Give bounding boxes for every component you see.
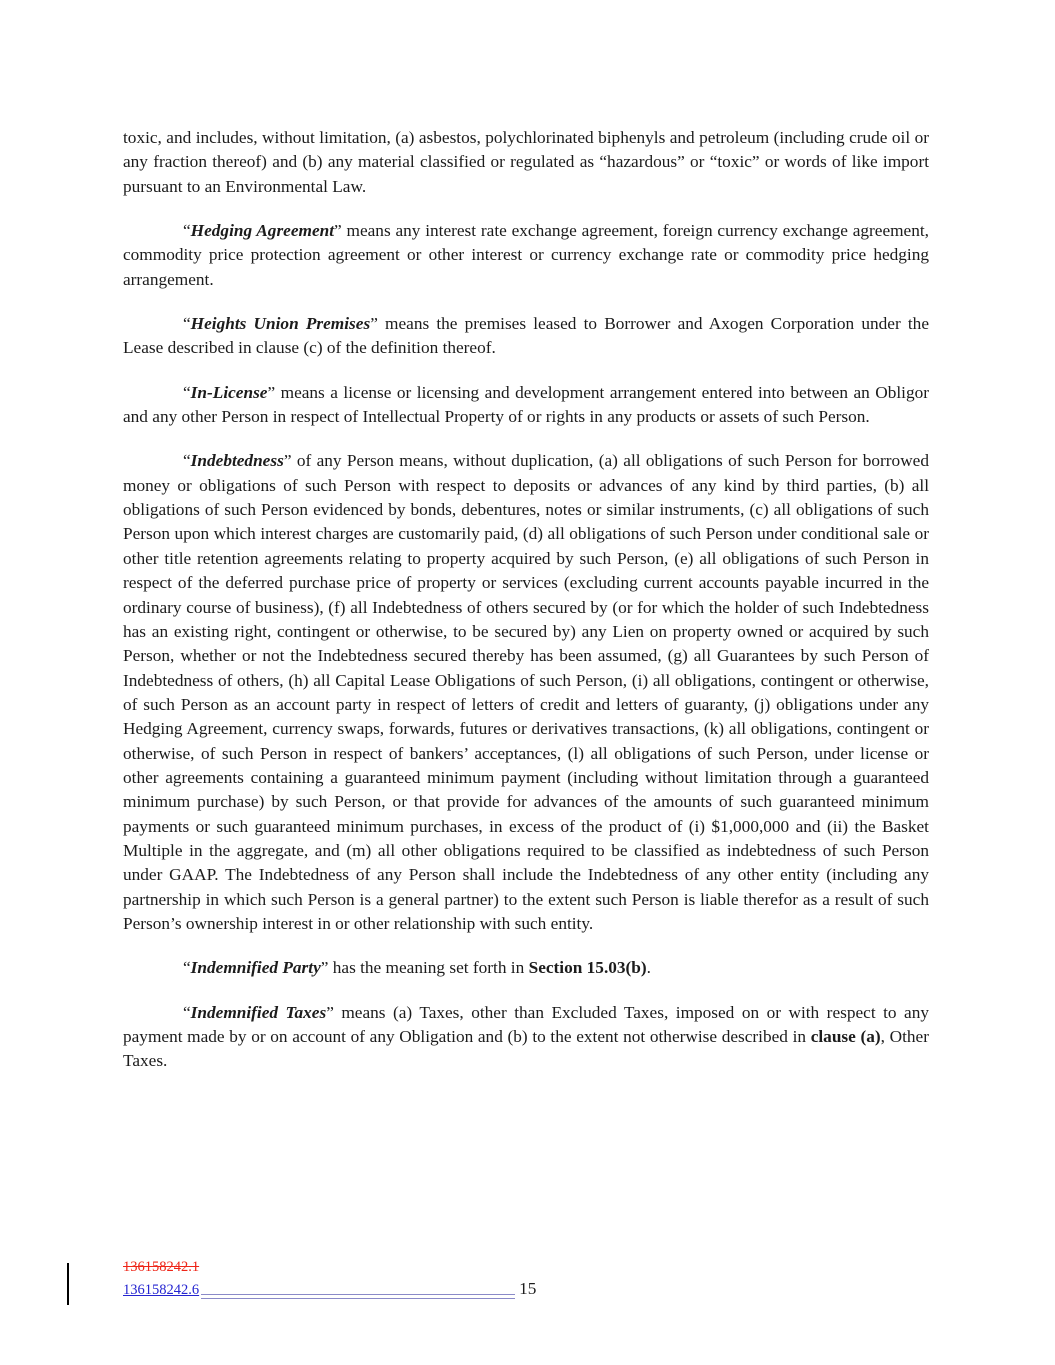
definition-text: ” of any Person means, without duplication, (a) all obligations of such Person for borrowed money or obligations of such Person with respect to deposits or advances of any kind by third parties, (b) all obligations of such Person evidenced by bonds, debentures, notes or similar instruments, (c) all obligations of such Person upon which interest charges are customarily paid, (d) all obligations of such Person under conditional sale or other title retention agreements relating to property acquired by such Person, (e) all obligations of such Person in respect of the deferred purchase price of property or services (excluding current accounts payable incurred in the ordinary course of business), (f) all Indebtedness of others secured by (or for which the holder of such Indebtedness has an existing right, contingent or otherwise, to be secured by) any Lien on property owned or acquired by such Person, whether or not the Indebtedness secured thereby has been assumed, (g) all Guarantees by such Person of Indebtedness of others, (h) all Capital Lease Obligations of such Person, (i) all obligations, contingent or otherwise, of such Person as an account party in respect of letters of credit and letters of guaranty, (j) obligations under any Hedging Agreement, currency swaps, forwards, futures or derivatives transactions, (k) all obligations, contingent or otherwise, of such Person in respect of bankers’ acceptances, (l) all obligations of such Person, under license or other agreements containing a guaranteed minimum payment (including without limitation through a guaranteed minimum purchase) by such Person, or that provide for advances of the amounts of such guaranteed minimum payments or such guaranteed minimum purchases, in excess of the product of (i) $1,000,000 and (ii) the Basket Multiple in the aggregate, and (m) all other obligations required to be classified as indebtedness of such Person under GAAP. The Indebtedness of any Person shall include the Indebtedness of any other entity (including any partnership in which such Person is a general partner) to the extent such Person is liable therefor as a result of such Person’s ownership interest in or other relationship with such entity. [123, 451, 929, 933]
definition-hedging-agreement [123, 219, 929, 292]
definition-text: ” has the meaning set forth in [320, 958, 529, 978]
revision-underline-leader [201, 1294, 515, 1299]
clause-reference: clause (a) [810, 1027, 881, 1046]
open-quote: “ [183, 958, 191, 978]
definition-text-end: . [646, 958, 651, 978]
revision-change-bar [67, 1263, 69, 1305]
open-quote: “ [183, 1002, 191, 1022]
defined-term: Hedging Agreement [190, 221, 335, 241]
definition-text: ” means any interest rate exchange agreement, foreign currency exchange agreement, commodity price protection agreement or other interest or currency exchange rate or commodity price hedging arrangement. [123, 221, 929, 289]
page-footer-row [123, 1279, 929, 1301]
definition-heights-union-premises [123, 312, 929, 361]
definition-indemnified-party [123, 956, 929, 980]
definition-text: ” means a license or licensing and development arrangement entered into between an Obligor and any other Person in respect of Intellectual Property of or rights in any products or assets of such Person. [123, 382, 929, 427]
definition-in-license [123, 381, 929, 430]
footer-revision-number-struck: 136158242.1 [123, 1259, 200, 1275]
defined-term: Heights Union Premises [190, 314, 371, 334]
open-quote: “ [183, 221, 191, 241]
footer-revision-number-current: 136158242.6 [123, 1282, 200, 1298]
page-number: 15 [519, 1279, 537, 1298]
defined-term: Indemnified Taxes [190, 1002, 327, 1022]
definition-text: ” means (a) Taxes, other than Excluded Taxes, imposed on or with respect to any payment made by or on account of any Obligation and (b) to the extent not otherwise described in [123, 1002, 929, 1046]
definition-text: ” means the premises leased to Borrower and Axogen Corporation under the Lease described in clause (c) of the definition thereof. [123, 314, 929, 358]
definition-indebtedness [123, 449, 929, 936]
open-quote: “ [183, 314, 191, 334]
section-reference: Section 15.03(b) [528, 958, 647, 978]
open-quote: “ [183, 451, 191, 471]
defined-term: In-License [190, 382, 268, 402]
definition-text-end: , Other Taxes. [123, 1027, 929, 1071]
definition-indemnified-taxes [123, 1001, 929, 1074]
document-body [123, 126, 929, 1094]
paragraph-text: toxic, and includes, without limitation, (a) asbestos, polychlorinated biphenyls and petroleum (including crude oil or any fraction thereof) and (b) any material classified or regulated as “hazardous” or “toxic” or words of like import pursuant to an Environmental Law. [123, 128, 929, 196]
open-quote: “ [183, 382, 191, 402]
paragraph-toxic-continuation [123, 126, 929, 199]
defined-term: Indebtedness [190, 451, 284, 471]
defined-term: Indemnified Party [190, 958, 321, 978]
